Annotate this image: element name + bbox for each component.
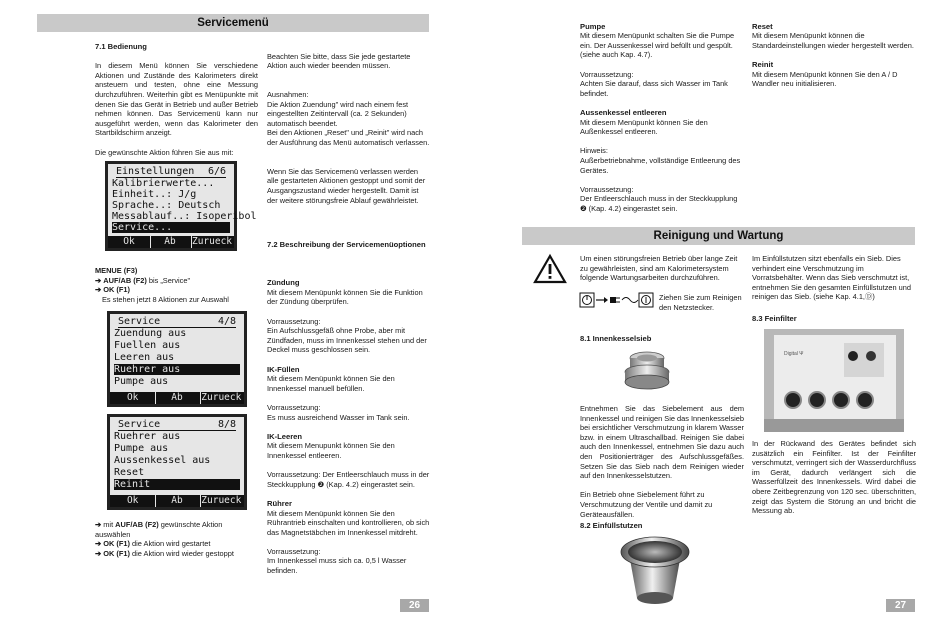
lcd-softkey-ok: Ok [112, 392, 153, 404]
lcd-softkey-ok: Ok [112, 495, 153, 507]
option-text: Mit diesem Menüpunkt können Sie die Funktion der Zündung überprüfen. [267, 287, 423, 307]
paragraph: Ausnahmen: Die Aktion Zuendung" wird nach einem fest eingestellten Zeitintervall (ca. 2 Sekunden) automatisch beendet. Bei den Aktionen „Reset" und „Reinit" wird nach der Ausführung das Menü automatisch verlassen. [267, 89, 430, 147]
step-line: ➔ OK (F1) [95, 285, 130, 295]
option-heading: Pumpe [580, 21, 606, 31]
feinfilter-device-image [764, 329, 904, 432]
section-heading-8-3: 8.3 Feinfilter [752, 314, 797, 323]
lcd-softkey-ab: Ab [150, 236, 189, 248]
lcd-menu-item: Reinit [114, 479, 240, 490]
section-8-3-text: In der Rückwand des Gerätes befindet sich zusätzlich ein Feinfilter. Ist der Feinfilter verschmutzt, verringert sich der Wasserdurchfluss im Gerät, dadurch verlängert sich die Wasserfüllzeit des Innenkessels. Wird dabei die obere Zeitbegrenzung von 120 sec. überschritten, zeigt das System die Störung an und bricht die Messung ab. [752, 439, 916, 516]
lcd-menu-item: Ruehrer aus [114, 364, 240, 375]
section-heading-8-2: 8.2 Einfüllstutzen [580, 521, 643, 530]
warning-text: Um einen störungsfreien Betrieb über lange Zeit zu gewährleisten, sind am Kalorimetersystem folgende Wartungsarbeiten durchzuführen. [580, 254, 738, 283]
lcd-page-indicator: 8/8 [217, 419, 236, 430]
left-column-1 [95, 42, 258, 167]
option-entry [267, 470, 430, 489]
lcd-title-text: Service [118, 419, 161, 430]
option-entry [267, 317, 430, 355]
lcd-menu-item: Ruehrer aus [114, 431, 181, 442]
right-column-1 [580, 12, 744, 233]
menue-label: MENUE (F3) [95, 266, 138, 275]
lcd-screen-service-8-8 [107, 414, 247, 510]
arrow-icon: ➔ [95, 539, 102, 549]
option-entry [267, 365, 430, 394]
service-option-list [752, 22, 916, 89]
page-header-servicemenu: Servicemenü [37, 14, 429, 32]
innenkesselsieb-image [622, 348, 672, 394]
paragraph: In diesem Menü können Sie verschiedene Aktionen und Zustände des Kalorimeters direkt ansteuern und testen, ohne eine Messung durchzuführen. Weiterhin gibt es Menüpunkte mit denen Sie das Gerät in Betrieb und außer Betrieb nehmen können. Das Servicemenü kann nur ausgeführt werden, wenn das Kalorimeter den Startbildschirm anzeigt. [95, 61, 258, 138]
left-column-2 [267, 42, 430, 595]
lcd-screen-einstellungen [105, 161, 257, 251]
lcd-softkey-bar [108, 236, 234, 248]
lcd-menu-item: Service... [112, 222, 230, 233]
lcd-menu-item: Zuendung aus [114, 328, 187, 339]
option-text: Mit diesem Menüpunkt können Sie den Innenkessel manuell befüllen. [267, 374, 395, 393]
option-entry [752, 60, 916, 89]
arrow-icon: ➔ [95, 275, 102, 285]
paragraph: Entnehmen Sie das Siebelement aus dem Innenkessel und reinigen Sie das Innenkesselsieb bei ersichtlicher Verschmutzung in klarem Wasser bzw. in einem Ultraschallbad. Reinigen Sie dabei auch den Innenkessel, entnehmen Sie dazu auch den Positionierträger des Aufschlussgefäßes. Setzen Sie das Sieb nach dem Reinigen wieder auf den Innenkesselstutzen. [580, 404, 744, 481]
service-option-list [580, 22, 744, 214]
lcd-menu-item: Leeren aus [114, 352, 175, 363]
option-text: Mit diesem Menüpunkt können Sie den Rührantrieb einschalten und kontrollieren, ob sich das Magnetstäbchen im Innenkessel mitdreht. [267, 508, 430, 537]
lcd-menu-item: Aussenkessel aus [114, 455, 211, 466]
warning-triangle-icon [534, 255, 566, 283]
section-heading-8-1: 8.1 Innenkesselsieb [580, 334, 652, 343]
section-heading-7-1: 7.1 Bedienung [95, 42, 147, 51]
menue-steps [95, 266, 265, 304]
lcd-softkey-zurueck: Zurueck [191, 236, 233, 247]
paragraph: Ein Betrieb ohne Siebelement führt zu Verschmutzung der Ventile und damit zu Geräteausfällen. [580, 490, 713, 519]
option-heading: IK-Leeren [267, 431, 303, 441]
page-header-reinigung: Reinigung und Wartung [522, 227, 915, 245]
lcd-page-indicator: 4/8 [217, 316, 236, 327]
lcd-menu-item: Reset [114, 467, 145, 478]
option-entry [267, 432, 430, 461]
arrow-icon: ➔ [95, 520, 102, 529]
step-note: Es stehen jetzt 8 Aktionen zur Auswahl [102, 294, 229, 304]
option-entry [752, 22, 916, 51]
option-entry [580, 22, 744, 60]
option-heading: Reinit [752, 59, 774, 69]
lcd-title-text: Service [118, 316, 161, 327]
lcd-softkey-bar [110, 495, 244, 507]
option-text: Vorraussetzung: Achten Sie darauf, dass sich Wasser im Tank befindet. [580, 69, 728, 98]
unplug-power-icon [579, 291, 655, 311]
step-line: ➔ AUF/AB (F2) bis „Service" [95, 275, 191, 285]
lcd-title-text: Einstellungen [116, 166, 195, 177]
lcd-title [116, 166, 226, 178]
lcd-softkey-zurueck: Zurueck [201, 495, 242, 506]
lcd-softkey-ab: Ab [155, 495, 197, 507]
option-text: Vorraussetzung: Der Entleerschlauch muss in der Steckkupplung ❷ (Kap. 4.2) eingerastet sein. [580, 184, 738, 213]
option-entry [267, 403, 430, 422]
option-text: Mit diesem Menüpunkt können Sie den A / D Wandler neu initialisieren. [752, 69, 898, 89]
option-heading: IK-Füllen [267, 364, 300, 374]
lcd-softkey-bar [110, 392, 244, 404]
paragraph: Beachten Sie bitte, dass Sie jede gestartete Aktion auch wieder beenden müssen. [267, 51, 411, 71]
service-option-list [267, 278, 430, 575]
option-text: Vorraussetzung: Im Innenkessel muss sich ca. 0,5 l Wasser befinden. [267, 546, 407, 576]
option-heading: Reset [752, 21, 773, 31]
option-entry [267, 278, 430, 307]
paragraph: Wenn Sie das Servicemenü verlassen werden alle gestarteten Aktionen gestoppt und somit der Ausgangszustand wieder hergestellt. Damit ist der weitere störungsfreie Ablauf gewährleistet. [267, 166, 426, 205]
page-number: 26 [400, 599, 429, 612]
lcd-softkey-ab: Ab [155, 392, 197, 404]
option-heading: Zündung [267, 278, 300, 288]
device-label: Digital Ψ [784, 351, 804, 357]
paragraph: Die gewünschte Aktion führen Sie aus mit: [95, 147, 234, 157]
arrow-icon: ➔ [95, 285, 102, 295]
option-entry [580, 70, 744, 99]
lcd-menu-item: Messablauf..: Isoperibol [112, 211, 257, 222]
option-heading: Aussenkessel entleeren [580, 107, 667, 117]
step-line: ➔ OK (F1) die Aktion wird gestartet [95, 539, 211, 549]
lcd-title [118, 419, 236, 431]
option-text: Vorraussetzung: Ein Aufschlussgefäß ohne Probe, aber mit Zündfaden, muss im Innenkessel stehen und der Deckel muss geschlossen sein. [267, 316, 427, 355]
lcd-page-indicator: 6/6 [207, 166, 226, 177]
lcd-menu-item: Pumpe aus [114, 443, 169, 454]
lcd-screen-service-4-8 [107, 311, 247, 407]
einfuellstutzen-image [617, 532, 693, 612]
unplug-text: Ziehen Sie zum Reinigen den Netzstecker. [659, 293, 742, 312]
option-text: Vorraussetzung: Der Entleerschlauch muss in der Steckkupplung ❷ (Kap. 4.2) eingerastet sein. [267, 470, 430, 489]
option-heading: Rührer [267, 498, 292, 508]
section-8-1-text [580, 404, 744, 529]
action-steps [95, 520, 258, 558]
lcd-menu-item: Kalibrierwerte... [112, 178, 215, 189]
lcd-softkey-ok: Ok [110, 236, 148, 248]
page-number: 27 [886, 599, 915, 612]
option-entry [580, 108, 744, 137]
option-text: Mit diesem Menüpunkt können Sie den Außenkessel entleeren. [580, 117, 708, 137]
option-text: Hinweis: Außerbetriebnahme, vollständige Entleerung des Gerätes. [580, 146, 741, 175]
step-line: ➔ mit AUF/AB (F2) gewünschte Aktion auswählen [95, 520, 223, 539]
section-heading-7-2: 7.2 Beschreibung der Servicemenüoptionen [267, 239, 426, 249]
lcd-title [118, 316, 236, 328]
lcd-menu-item: Pumpe aus [114, 376, 169, 387]
option-text: Mit diesem Menüpunkt können die Standardeinstellungen wieder hergestellt werden. [752, 31, 914, 50]
lcd-menu-item: Fuellen aus [114, 340, 181, 351]
option-text: Mit diesem Menüpunkt schalten Sie die Pumpe ein. Der Aussenkessel wird befüllt und gespült. (siehe auch Kap. 4.7). [580, 31, 735, 60]
right-column-2 [752, 12, 916, 108]
step-line: ➔ OK (F1) die Aktion wird wieder gestoppt [95, 548, 234, 558]
option-entry [580, 185, 744, 214]
lcd-softkey-zurueck: Zurueck [201, 392, 242, 403]
option-entry [580, 146, 744, 175]
section-8-2-text: Im Einfüllstutzen sitzt ebenfalls ein Sieb. Dies verhindert eine Verschmutzung im Vorratsbehälter. Wenn das Sieb verschmutzt ist, entnehmen Sie den gesamten Einfüllstutzen und reinigen das Sieb. (siehe Kap. 4.1,Ⓓ) [752, 254, 912, 302]
arrow-icon: ➔ [95, 548, 102, 558]
lcd-menu-item: Sprache..: Deutsch [112, 200, 221, 211]
option-text: Vorraussetzung: Es muss ausreichend Wasser im Tank sein. [267, 402, 410, 422]
option-entry [267, 499, 430, 537]
option-entry [267, 547, 430, 576]
lcd-menu-item: Einheit..: J/g [112, 189, 197, 200]
option-text: Mit diesem Menupunkt können Sie den Innenkessel entleeren. [267, 441, 395, 460]
